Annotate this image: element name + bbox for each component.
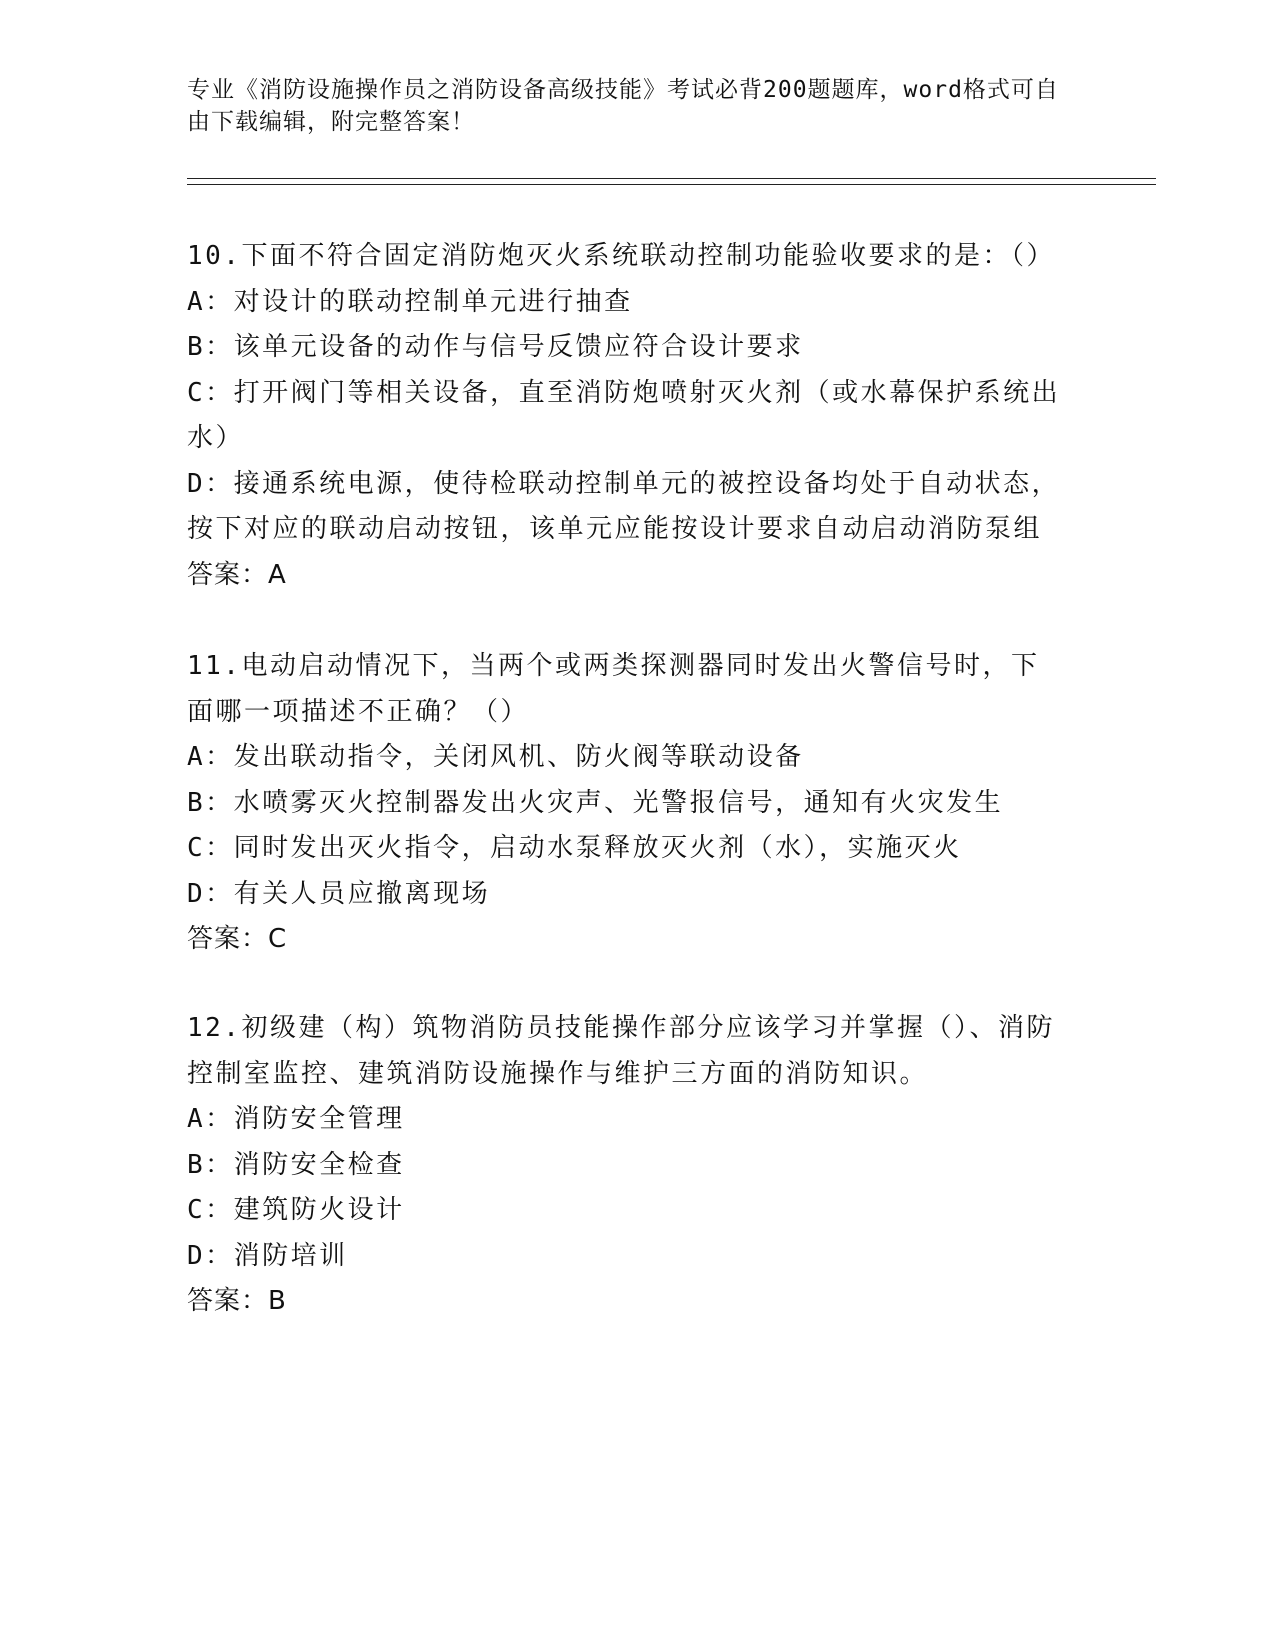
question-12 [187, 1006, 1067, 1325]
question-stem: 11.电动启动情况下，当两个或两类探测器同时发出火警信号时，下面哪一项描述不正确？（） [187, 651, 1040, 727]
option-b: B：水喷雾灭火控制器发出火灾声、光警报信号，通知有火灾发生 [187, 787, 1004, 818]
question-stem: 10.下面不符合固定消防炮灭火系统联动控制功能验收要求的是：（） [187, 241, 1055, 271]
option-a: A：对设计的联动控制单元进行抽查 [187, 286, 633, 317]
question-stem: 12.初级建（构）筑物消防员技能操作部分应该学习并掌握（）、消防控制室监控、建筑消防设施操作与维护三方面的消防知识。 [187, 1013, 1055, 1089]
option-c: C：打开阀门等相关设备，直至消防炮喷射灭火剂（或水幕保护系统出水） [187, 377, 1061, 453]
option-a: A：发出联动指令，关闭风机、防火阀等联动设备 [187, 742, 804, 772]
option-d: D：有关人员应撤离现场 [187, 878, 491, 909]
question-11 [187, 644, 1067, 963]
answer: 答案：B [187, 1286, 287, 1316]
option-d: D：消防培训 [187, 1240, 348, 1271]
option-c: C：建筑防火设计 [187, 1195, 405, 1225]
option-a: A：消防安全管理 [187, 1104, 405, 1134]
answer: 答案：A [187, 559, 287, 590]
option-d: D：接通系统电源，使待检联动控制单元的被控设备均处于自动状态，按下对应的联动启动按钮，该单元应能按设计要求自动启动消防泵组 [187, 468, 1061, 544]
document-header [187, 74, 1067, 138]
option-b: B：消防安全检查 [187, 1149, 405, 1180]
option-b: B：该单元设备的动作与信号反馈应符合设计要求 [187, 332, 804, 362]
question-10 [187, 234, 1067, 598]
header-text: 专业《消防设施操作员之消防设备高级技能》考试必背200题题库，word格式可自由下载编辑，附完整答案！ [187, 77, 1059, 135]
answer: 答案：C [187, 924, 288, 954]
header-divider [187, 178, 1156, 185]
option-c: C：同时发出灭火指令，启动水泵释放灭火剂（水），实施灭火 [187, 833, 962, 863]
